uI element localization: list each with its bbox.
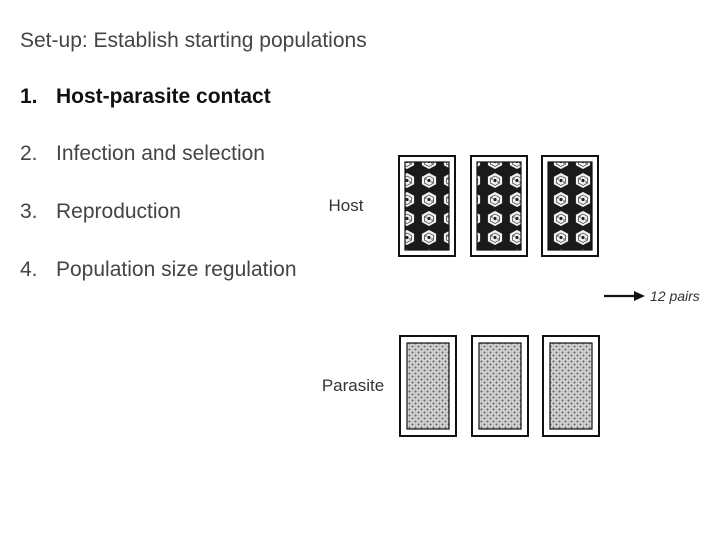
host-label: Host (328, 196, 364, 215)
parasite-label: Parasite (321, 376, 385, 395)
step-number: 1. (20, 85, 38, 108)
step-label: Population size regulation (56, 258, 297, 281)
step-label: Infection and selection (56, 142, 265, 165)
step-number: 3. (20, 200, 38, 223)
parasite-card (472, 336, 528, 436)
parasite-card (400, 336, 456, 436)
step-label: Reproduction (56, 200, 181, 223)
parasite-card (543, 336, 599, 436)
host-card-group (399, 156, 598, 256)
pairs-arrow (604, 291, 645, 301)
step-number: 4. (20, 258, 38, 281)
step-label: Host-parasite contact (56, 85, 271, 108)
parasite-card-group (400, 336, 599, 436)
slide-title: Set-up: Establish starting populations (20, 29, 367, 52)
pairs-label: 12 pairs (650, 288, 700, 304)
host-card (542, 156, 598, 256)
host-card (471, 156, 527, 256)
host-card (399, 156, 455, 256)
step-number: 2. (20, 142, 38, 165)
